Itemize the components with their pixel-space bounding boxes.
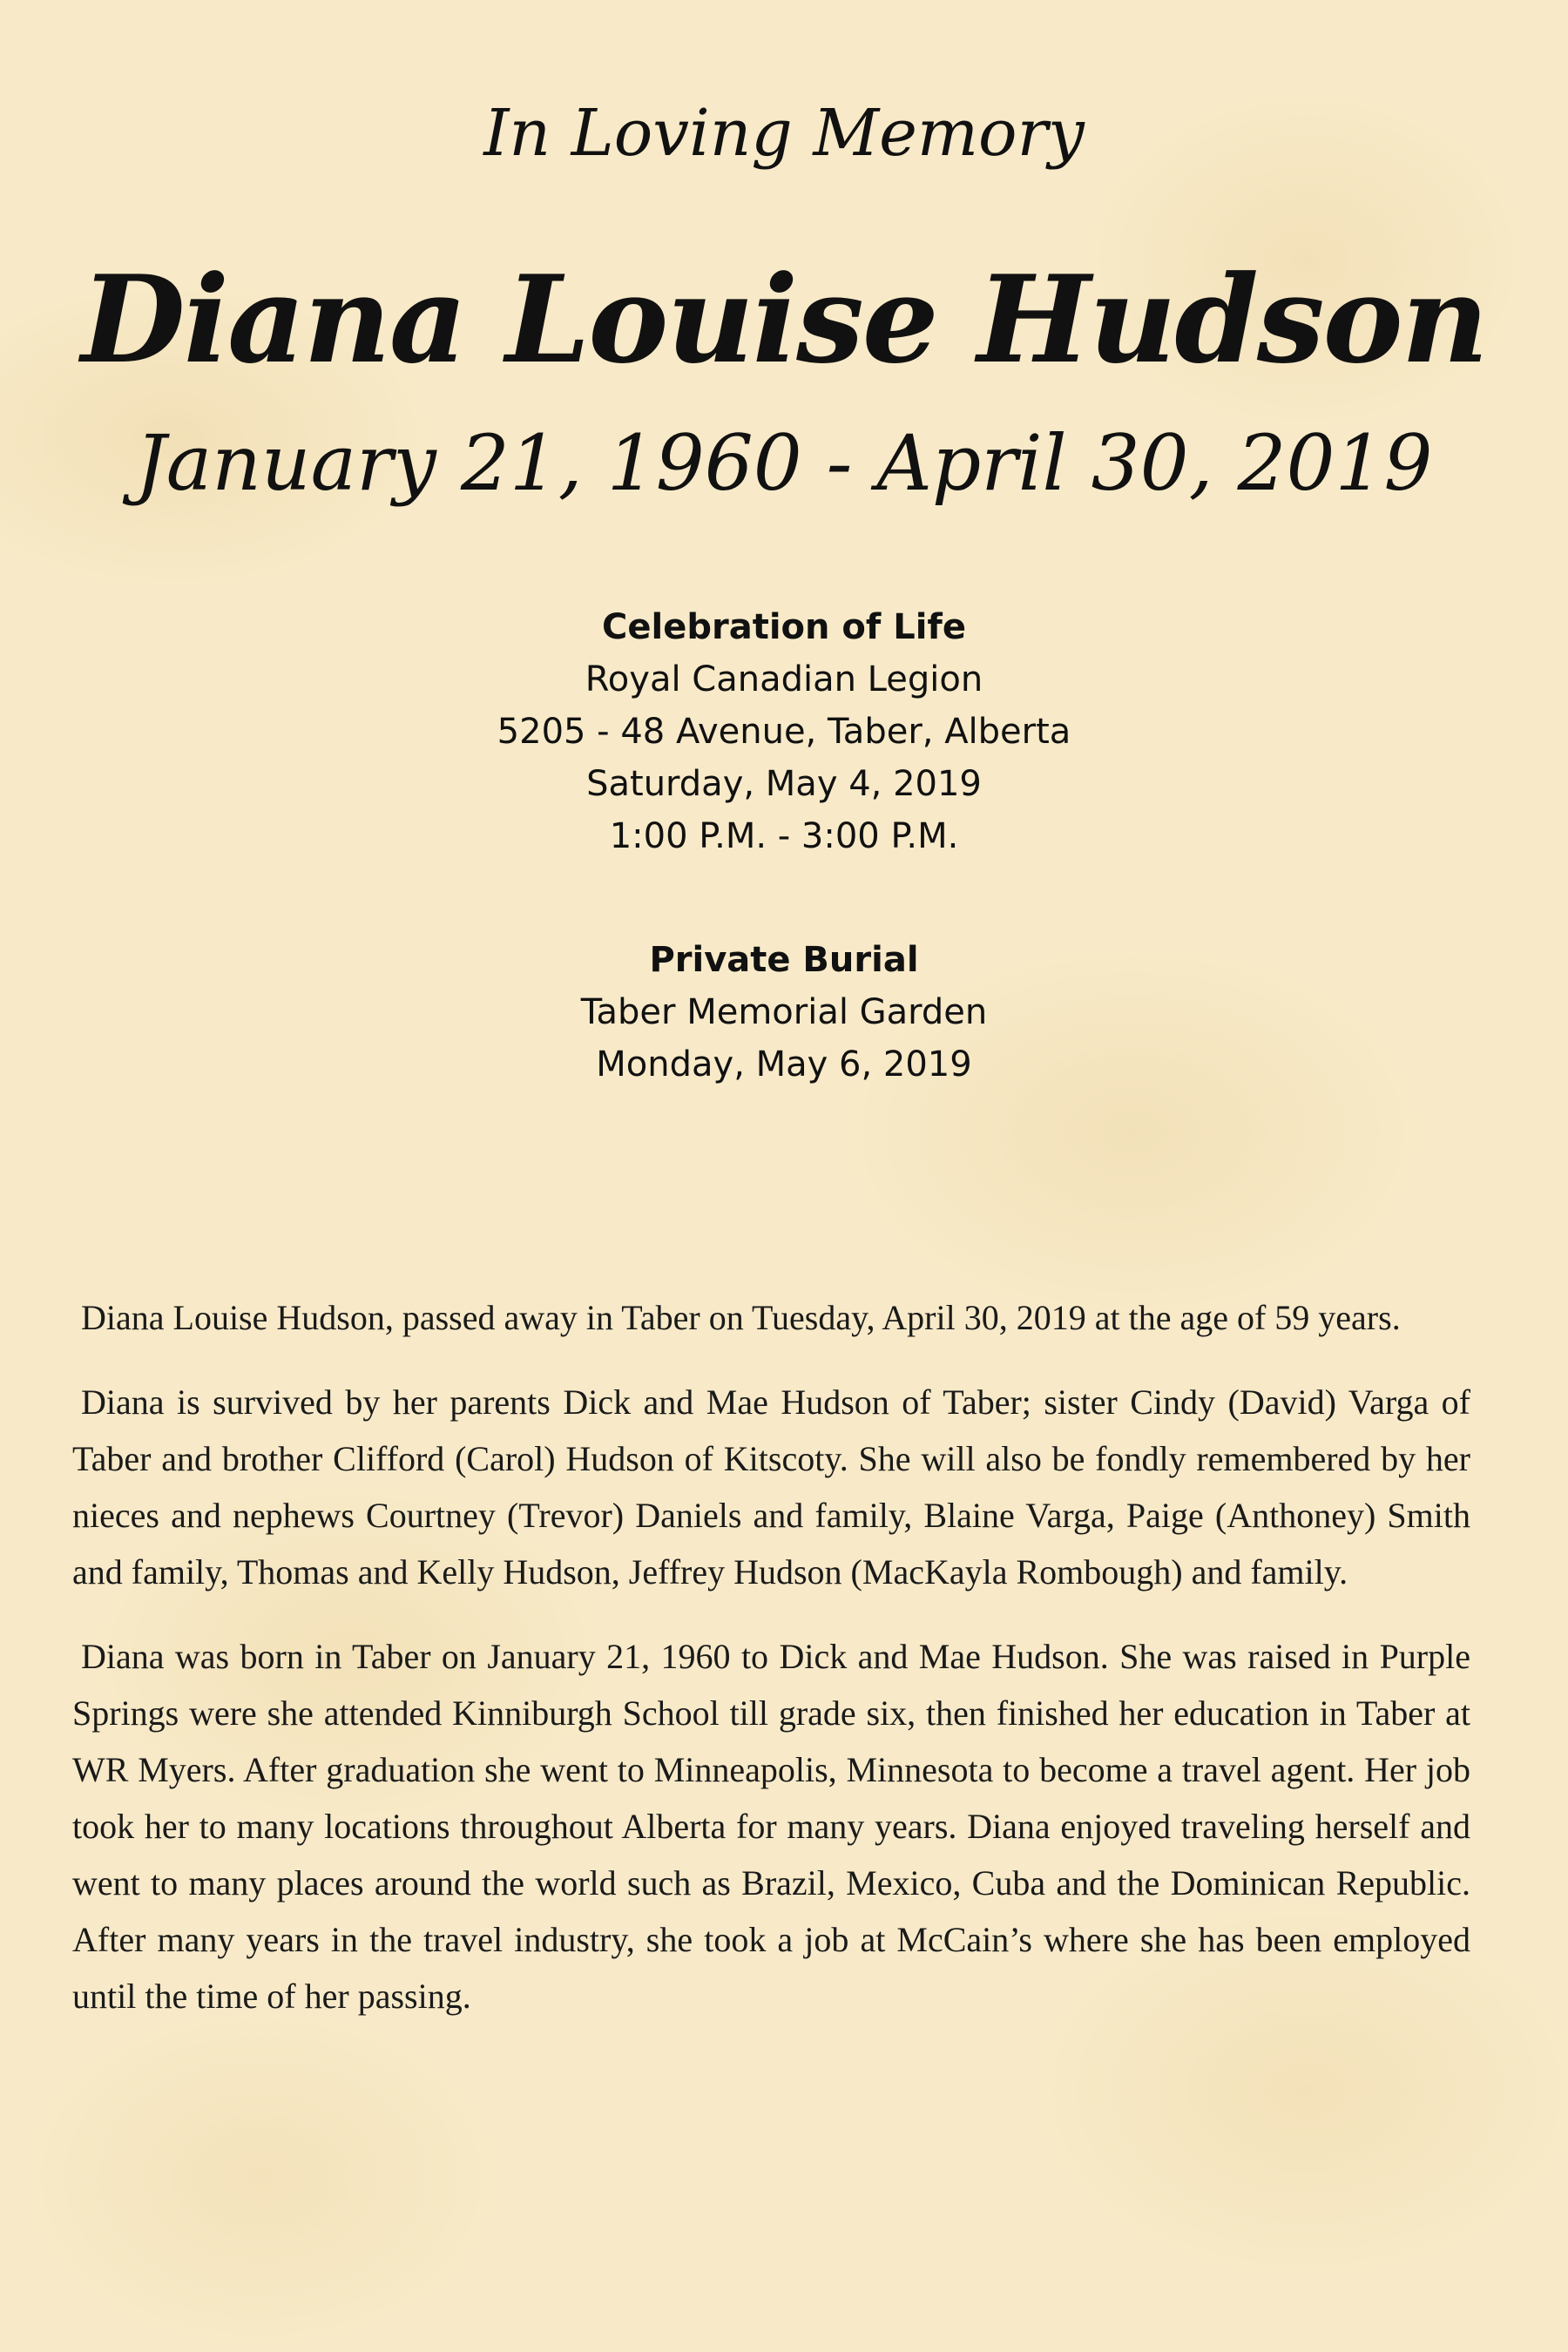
celebration-of-life-section <box>0 601 1568 862</box>
burial-date: Monday, May 6, 2019 <box>596 1044 972 1085</box>
burial-title: Private Burial <box>649 940 919 980</box>
obituary-text <box>72 1289 1470 2052</box>
memorial-subtitle: In Loving Memory <box>483 96 1085 171</box>
celebration-time: 1:00 P.M. - 3:00 P.M. <box>609 816 959 856</box>
celebration-address: 5205 - 48 Avenue, Taber, Alberta <box>497 712 1071 752</box>
obituary-paragraph: Diana was born in Taber on January 21, 1960 to Dick and Mae Hudson. She was raised in Purple Springs were she attended Kinniburgh School till grade six, then finished her education in Taber at WR Myers. After graduation she went to Minneapolis, Minnesota to become a travel agent. Her job took her to many locations throughout Alberta for many years. Diana enjoyed traveling herself and went to many places around the world such as Brazil, Mexico, Cuba and the Dominican Republic. After many years in the travel industry, she took a job at McCain’s where she has been employed until the time of her passing. <box>72 1637 1470 2016</box>
burial-venue: Taber Memorial Garden <box>580 992 988 1032</box>
celebration-venue: Royal Canadian Legion <box>585 659 983 700</box>
obituary-paragraph: Diana is survived by her parents Dick and Mae Hudson of Taber; sister Cindy (David) Varga of Taber and brother Clifford (Carol) Hudson of Kitscoty. She will also be fondly remembered by her nieces and nephews Courtney (Trevor) Daniels and family, Blaine Varga, Paige (Anthoney) Smith and family, Thomas and Kelly Hudson, Jeffrey Hudson (MacKayla Rombough) and family. <box>72 1382 1470 1592</box>
celebration-date: Saturday, May 4, 2019 <box>586 764 982 804</box>
celebration-title: Celebration of Life <box>602 607 966 647</box>
obituary-paragraph: Diana Louise Hudson, passed away in Taber on Tuesday, April 30, 2019 at the age of 59 years. <box>81 1298 1401 1337</box>
deceased-name: Diana Louise Hudson <box>81 248 1487 390</box>
private-burial-section <box>0 934 1568 1091</box>
life-dates: January 21, 1960 - April 30, 2019 <box>135 418 1433 508</box>
